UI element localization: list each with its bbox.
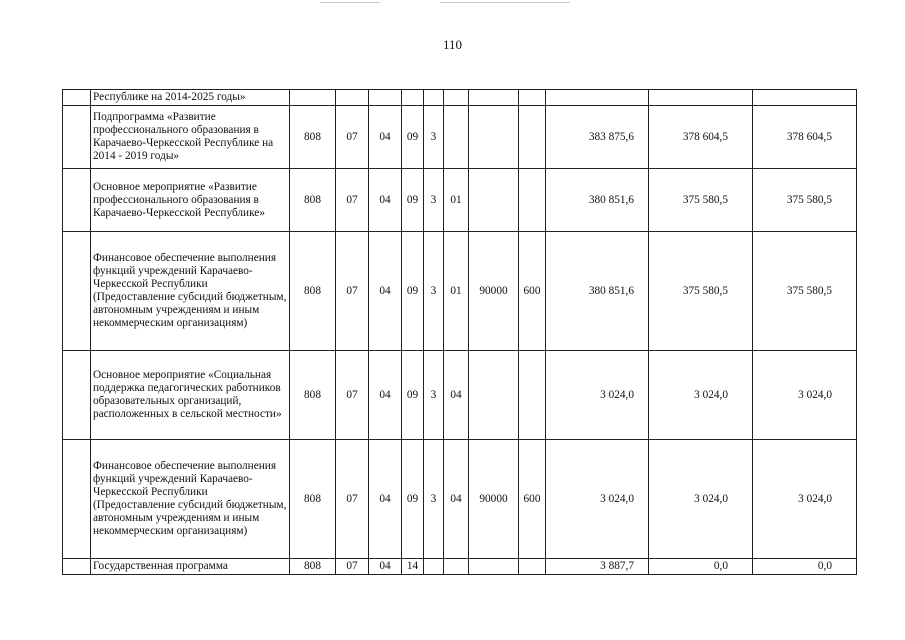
section-code-cell bbox=[336, 90, 369, 106]
item-name-cell: Финансовое обеспечение выполнения функций учреждений Карачаево-Черкесской Республики (Предоставление субсидий бюджетным, автономным учреждениям и иным некоммерческим организациям) bbox=[91, 232, 290, 351]
row-number-cell bbox=[63, 559, 91, 575]
expense-type-cell bbox=[519, 559, 546, 575]
amount-year1-cell: 380 851,6 bbox=[546, 232, 649, 351]
item-name-cell: Финансовое обеспечение выполнения функций учреждений Карачаево-Черкесской Республики (Предоставление субсидий бюджетным, автономным учреждениям и иным некоммерческим организациям) bbox=[91, 440, 290, 559]
amount-year2-cell: 3 024,0 bbox=[649, 440, 753, 559]
subsection-code-cell: 04 bbox=[369, 559, 402, 575]
subprogram-code-cell: 3 bbox=[424, 106, 444, 169]
table-row bbox=[63, 440, 857, 559]
row-number-cell bbox=[63, 90, 91, 106]
expense-type-cell bbox=[519, 169, 546, 232]
activity-code-cell bbox=[444, 559, 469, 575]
page-number: 110 bbox=[442, 37, 463, 52]
subsection-code-cell: 04 bbox=[369, 169, 402, 232]
section-code-cell: 07 bbox=[336, 351, 369, 440]
row-number-cell bbox=[63, 351, 91, 440]
amount-year1-cell bbox=[546, 90, 649, 106]
activity-code-cell: 04 bbox=[444, 440, 469, 559]
subprogram-code-cell: 3 bbox=[424, 440, 444, 559]
table-row bbox=[63, 169, 857, 232]
direction-code-cell bbox=[469, 351, 519, 440]
ministry-code-cell: 808 bbox=[290, 106, 336, 169]
subprogram-code-cell bbox=[424, 90, 444, 106]
table-row bbox=[63, 351, 857, 440]
subprogram-code-cell bbox=[424, 559, 444, 575]
subsection-code-cell bbox=[369, 90, 402, 106]
amount-year3-cell: 0,0 bbox=[753, 559, 857, 575]
section-code-cell: 07 bbox=[336, 169, 369, 232]
direction-code-cell bbox=[469, 90, 519, 106]
section-code-cell: 07 bbox=[336, 232, 369, 351]
activity-code-cell: 04 bbox=[444, 351, 469, 440]
amount-year1-cell: 3 887,7 bbox=[546, 559, 649, 575]
amount-year1-cell: 380 851,6 bbox=[546, 169, 649, 232]
direction-code-cell bbox=[469, 106, 519, 169]
activity-code-cell: 01 bbox=[444, 169, 469, 232]
ministry-code-cell: 808 bbox=[290, 559, 336, 575]
amount-year1-cell: 3 024,0 bbox=[546, 351, 649, 440]
scan-edge-line bbox=[320, 2, 380, 3]
amount-year2-cell: 3 024,0 bbox=[649, 351, 753, 440]
activity-code-cell bbox=[444, 90, 469, 106]
amount-year3-cell: 378 604,5 bbox=[753, 106, 857, 169]
expense-type-cell: 600 bbox=[519, 440, 546, 559]
item-name-cell: Республике на 2014-2025 годы» bbox=[91, 90, 290, 106]
amount-year3-cell bbox=[753, 90, 857, 106]
amount-year3-cell: 3 024,0 bbox=[753, 351, 857, 440]
amount-year2-cell: 375 580,5 bbox=[649, 232, 753, 351]
ministry-code-cell: 808 bbox=[290, 232, 336, 351]
program-code-cell bbox=[402, 90, 424, 106]
ministry-code-cell: 808 bbox=[290, 440, 336, 559]
amount-year2-cell: 0,0 bbox=[649, 559, 753, 575]
activity-code-cell bbox=[444, 106, 469, 169]
expense-type-cell: 600 bbox=[519, 232, 546, 351]
table-row bbox=[63, 559, 857, 575]
row-number-cell bbox=[63, 440, 91, 559]
item-name-cell: Основное мероприятие «Социальная поддержка педагогических работников образовательных организаций, расположенных в сельской местности» bbox=[91, 351, 290, 440]
ministry-code-cell: 808 bbox=[290, 351, 336, 440]
item-name-cell: Основное мероприятие «Развитие профессионального образования в Карачаево-Черкесской Республике» bbox=[91, 169, 290, 232]
table-row bbox=[63, 232, 857, 351]
table-row bbox=[63, 106, 857, 169]
budget-table bbox=[62, 89, 857, 575]
ministry-code-cell: 808 bbox=[290, 169, 336, 232]
program-code-cell: 09 bbox=[402, 440, 424, 559]
direction-code-cell bbox=[469, 169, 519, 232]
section-code-cell: 07 bbox=[336, 106, 369, 169]
amount-year2-cell bbox=[649, 90, 753, 106]
program-code-cell: 09 bbox=[402, 169, 424, 232]
program-code-cell: 09 bbox=[402, 232, 424, 351]
section-code-cell: 07 bbox=[336, 440, 369, 559]
subsection-code-cell: 04 bbox=[369, 232, 402, 351]
ministry-code-cell bbox=[290, 90, 336, 106]
row-number-cell bbox=[63, 232, 91, 351]
subprogram-code-cell: 3 bbox=[424, 232, 444, 351]
row-number-cell bbox=[63, 169, 91, 232]
subprogram-code-cell: 3 bbox=[424, 351, 444, 440]
scan-edge-line bbox=[440, 2, 570, 3]
row-number-cell bbox=[63, 106, 91, 169]
item-name-cell: Подпрограмма «Развитие профессионального образования в Карачаево-Черкесской Республике на 2014 - 2019 годы» bbox=[91, 106, 290, 169]
table-row bbox=[63, 90, 857, 106]
amount-year3-cell: 375 580,5 bbox=[753, 169, 857, 232]
program-code-cell: 14 bbox=[402, 559, 424, 575]
amount-year1-cell: 3 024,0 bbox=[546, 440, 649, 559]
direction-code-cell: 90000 bbox=[469, 440, 519, 559]
amount-year1-cell: 383 875,6 bbox=[546, 106, 649, 169]
expense-type-cell bbox=[519, 351, 546, 440]
subsection-code-cell: 04 bbox=[369, 351, 402, 440]
expense-type-cell bbox=[519, 90, 546, 106]
expense-type-cell bbox=[519, 106, 546, 169]
amount-year2-cell: 378 604,5 bbox=[649, 106, 753, 169]
program-code-cell: 09 bbox=[402, 106, 424, 169]
item-name-cell: Государственная программа bbox=[91, 559, 290, 575]
subprogram-code-cell: 3 bbox=[424, 169, 444, 232]
section-code-cell: 07 bbox=[336, 559, 369, 575]
amount-year3-cell: 3 024,0 bbox=[753, 440, 857, 559]
subsection-code-cell: 04 bbox=[369, 440, 402, 559]
amount-year2-cell: 375 580,5 bbox=[649, 169, 753, 232]
subsection-code-cell: 04 bbox=[369, 106, 402, 169]
amount-year3-cell: 375 580,5 bbox=[753, 232, 857, 351]
program-code-cell: 09 bbox=[402, 351, 424, 440]
direction-code-cell bbox=[469, 559, 519, 575]
activity-code-cell: 01 bbox=[444, 232, 469, 351]
direction-code-cell: 90000 bbox=[469, 232, 519, 351]
